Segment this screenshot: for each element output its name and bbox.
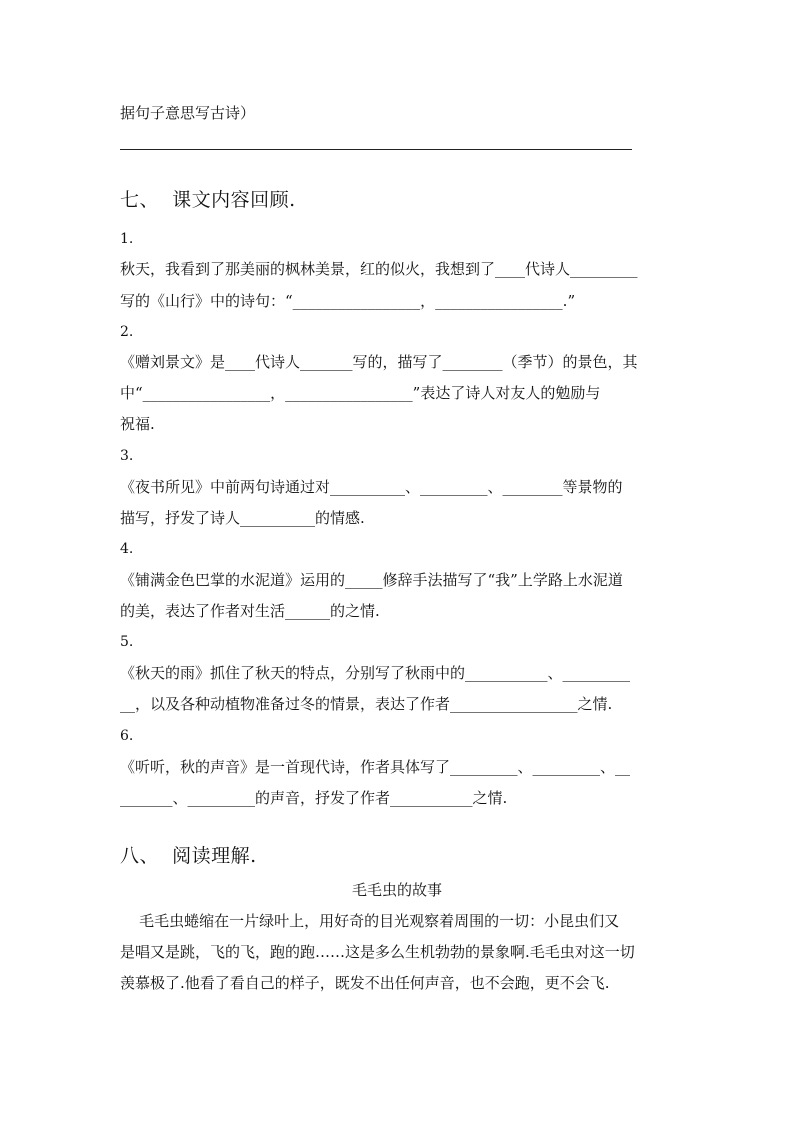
item-line: 《秋天的雨》抓住了秋天的特点，分别写了秋雨中的___________、_________	[120, 664, 631, 682]
item-number: 1.	[120, 231, 134, 247]
item-line: 描写，抒发了诗人__________的情感.	[120, 509, 365, 527]
item-line: __，以及各种动植物准备过冬的情景，表达了作者_________________之情.	[120, 695, 613, 713]
item-line: 祝福.	[120, 415, 155, 433]
item-line: 《夜书所见》中前两句诗通过对__________、_________、________等景物的	[120, 478, 623, 496]
item-line: 的美，表达了作者对生活______的之情.	[120, 602, 380, 620]
item-line: _______、_________的声音，抒发了作者___________之情.	[120, 789, 508, 807]
item-line: 中“_________________，_________________”表达了诗人对友人的勉励与	[120, 384, 601, 402]
answer-line	[120, 149, 632, 150]
paragraph-line: 是唱又是跳，飞的飞，跑的跑……这是多么生机勃勃的景象啊.毛毛虫对这一切	[120, 943, 635, 961]
item-number: 4.	[120, 541, 134, 557]
item-number: 6.	[120, 728, 134, 744]
paragraph-line: 毛毛虫蜷缩在一片绿叶上，用好奇的目光观察着周围的一切：小昆虫们又	[120, 912, 620, 930]
item-number: 5.	[120, 634, 134, 650]
item-number: 2.	[120, 324, 134, 340]
section-heading: 七、 课文内容回顾.	[120, 189, 296, 211]
item-line: 《听听，秋的声音》是一首现代诗，作者具体写了_________、_________、__	[120, 758, 631, 776]
section-heading: 八、 阅读理解.	[120, 845, 257, 867]
prompt-line: 据句子意思写古诗）	[120, 104, 256, 122]
item-line: 写的《山行》中的诗句：“_________________，_________________.”	[120, 292, 576, 310]
item-line: 《赠刘景文》是____代诗人_______写的，描写了________（季节）的景色，其	[120, 353, 638, 371]
item-line: 《铺满金色巴掌的水泥道》运用的_____修辞手法描写了“我”上学路上水泥道	[120, 571, 623, 589]
item-number: 3.	[120, 448, 134, 464]
paragraph-line: 羡慕极了.他看了看自己的样子，既发不出任何声音，也不会跑，更不会飞.	[120, 974, 610, 992]
item-line: 秋天，我看到了那美丽的枫林美景，红的似火，我想到了____代诗人_________	[120, 260, 638, 278]
story-title: 毛毛虫的故事	[351, 881, 442, 899]
